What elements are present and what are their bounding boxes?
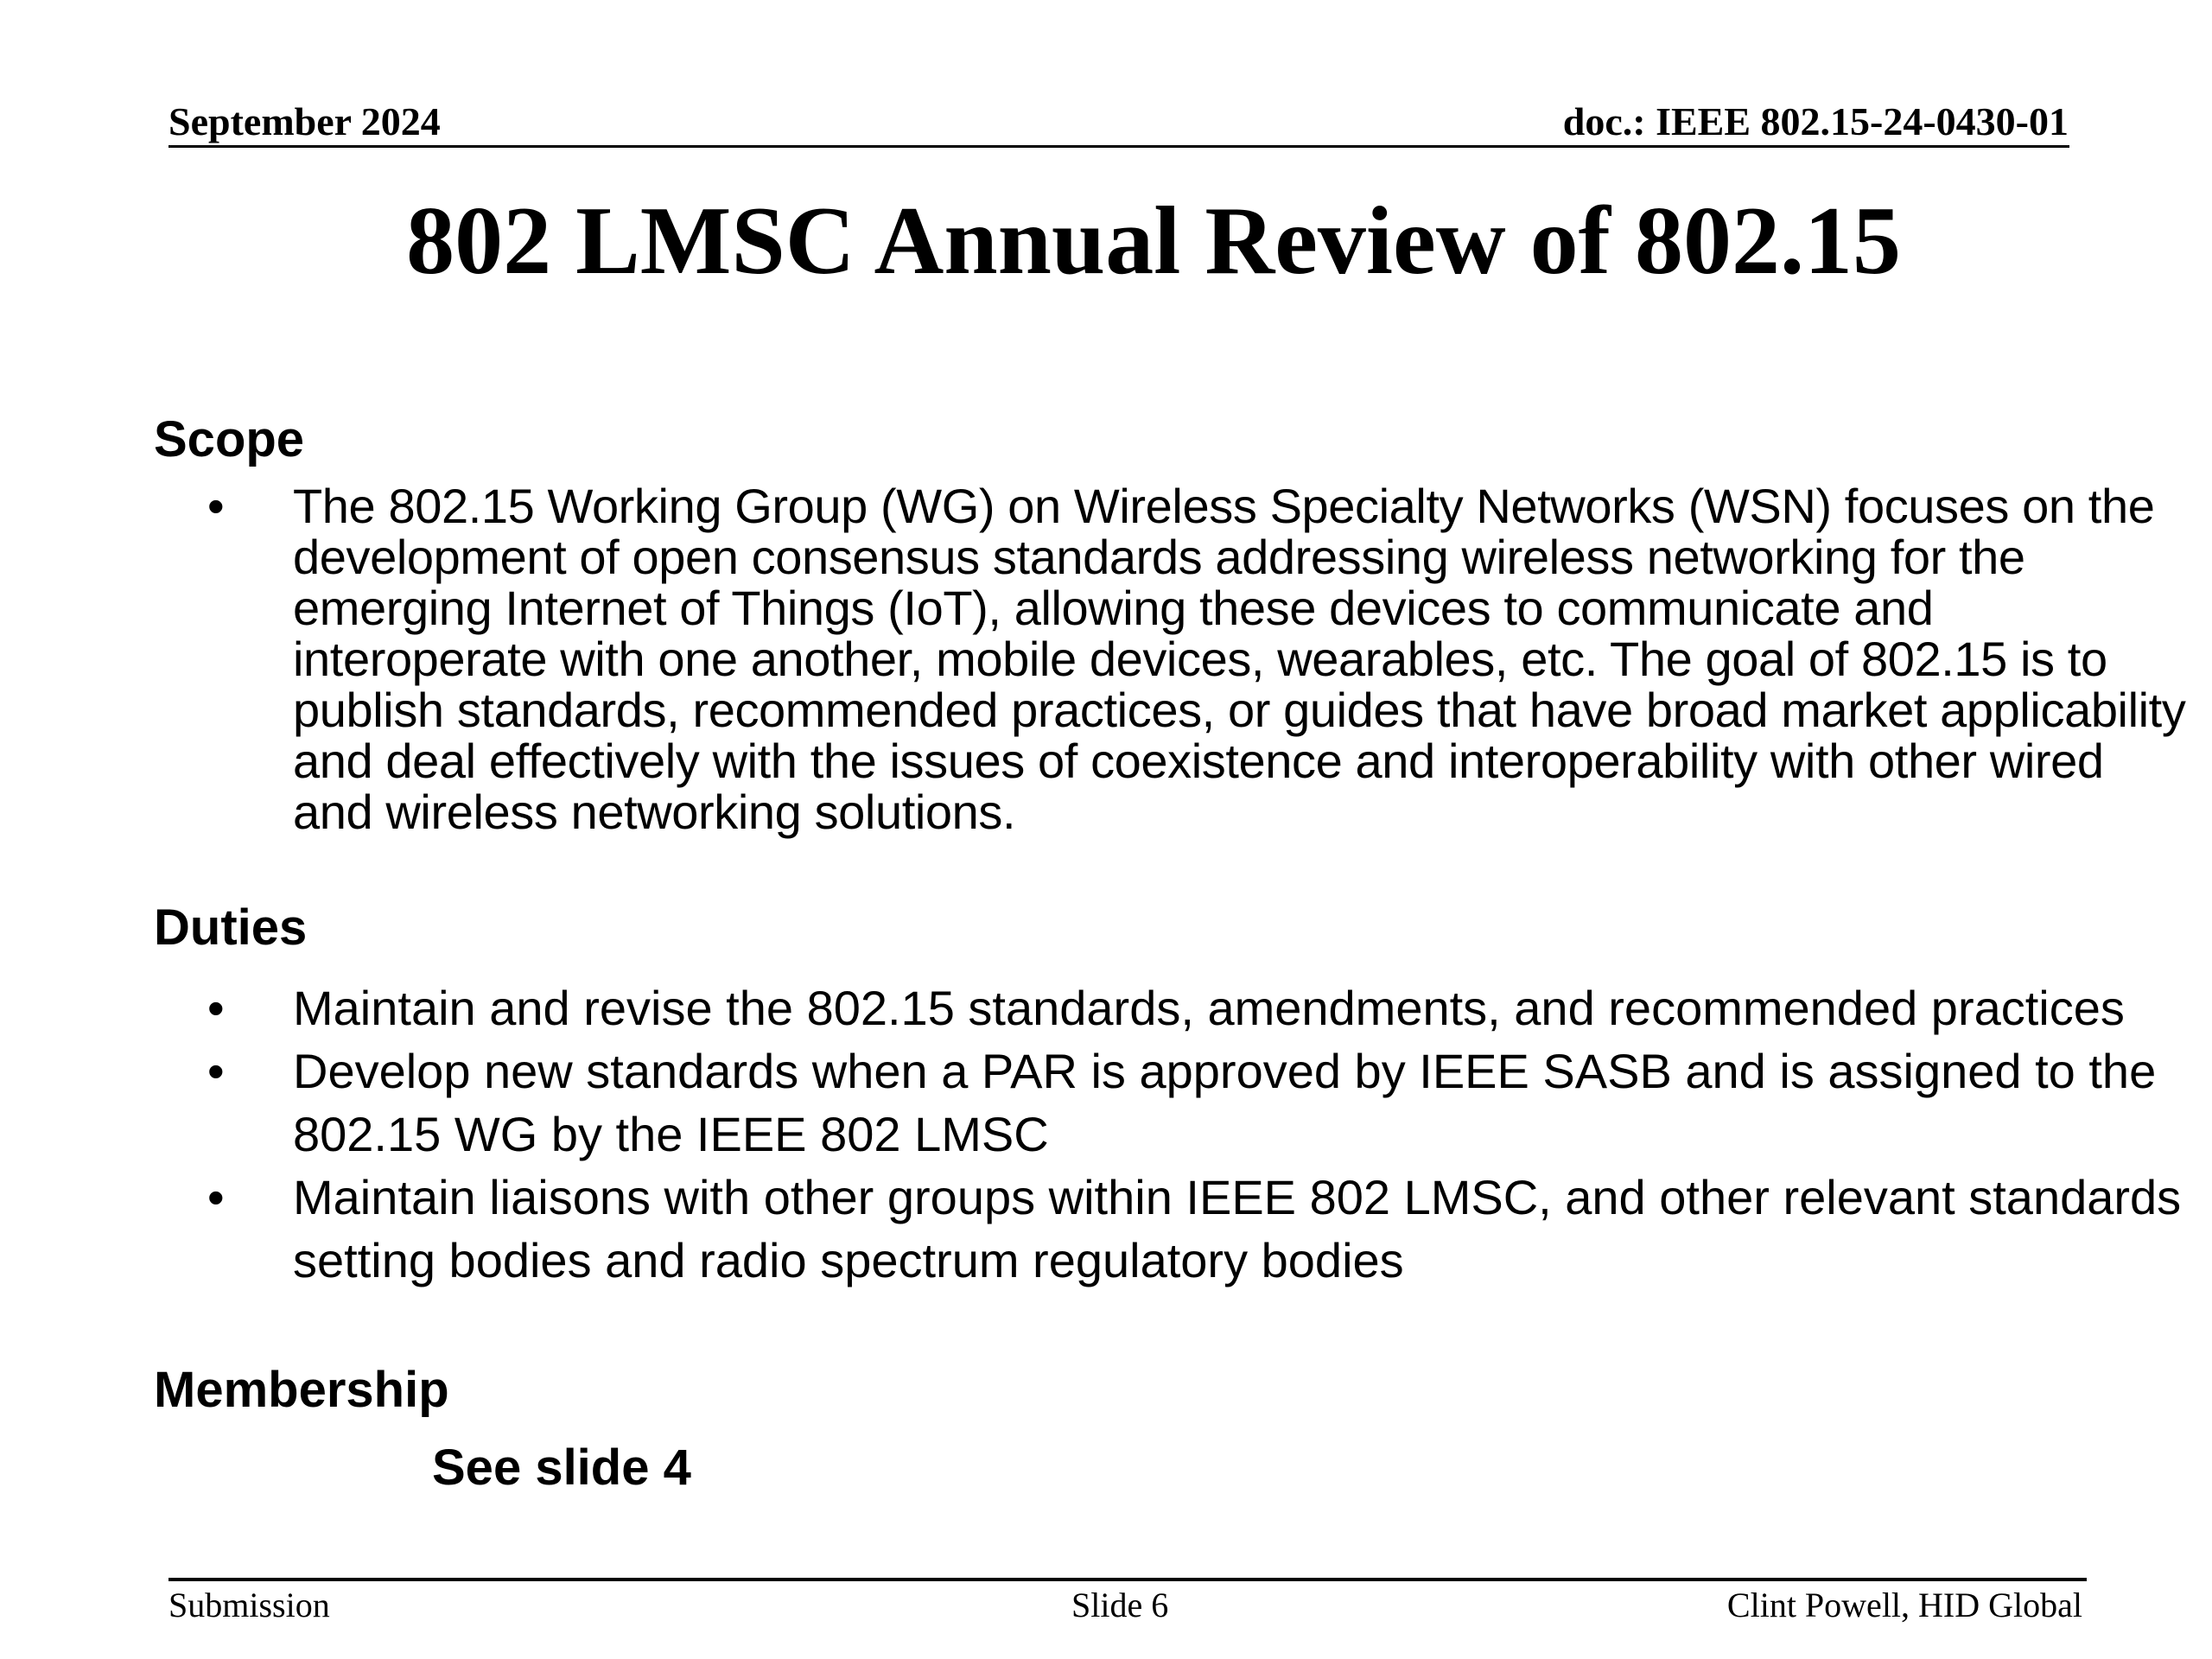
duty-text: Maintain and revise the 802.15 standards, amendments, and recommended practices [293,981,2125,1035]
bullet-marker: • [207,1170,225,1224]
scope-text: The 802.15 Working Group (WG) on Wireless Specialty Networks (WSN) focuses on the development of open consensus standards addressing wireless networking for the emerging Internet of Things (IoT), allowing these devices to communicate and interoperate with one another, mobile devices, wearables, etc. The goal of 802.15 is to publish standards, recommended practices, or guides that have broad market applicability and deal effectively with the issues of coexistence and interoperability with other wired and wireless networking solutions. [293,479,2186,839]
header-doc-id: doc.: IEEE 802.15-24-0430-01 [1562,99,2069,143]
footer-slide-number: Slide 6 [1071,1586,1169,1624]
header-date: September 2024 [168,99,441,143]
scope-heading: Scope [154,411,305,467]
footer-divider [168,1578,2087,1581]
list-item [0,1039,2194,1166]
footer-author: Clint Powell, HID Global [1726,1586,2082,1624]
list-item [0,480,2194,837]
footer-submission: Submission [168,1586,330,1624]
bullet-marker: • [207,479,225,533]
duties-heading: Duties [154,899,308,956]
list-item [0,976,2194,1039]
duty-text: Maintain liaisons with other groups within IEEE 802 LMSC, and other relevant standards setting bodies and radio spectrum regulatory bodies [293,1170,2182,1287]
bullet-marker: • [207,1044,225,1098]
duties-bullet-list [0,976,2194,1292]
header-divider [168,145,2069,148]
membership-text: See slide 4 [432,1440,691,1496]
scope-bullet-list [0,480,2194,837]
bullet-marker: • [207,981,225,1035]
duty-text: Develop new standards when a PAR is approved by IEEE SASB and is assigned to the 802.15 WG by the IEEE 802 LMSC [293,1044,2157,1161]
list-item [0,1166,2194,1292]
slide-title: 802 LMSC Annual Review of 802.15 [406,188,1901,295]
membership-heading: Membership [154,1362,449,1418]
